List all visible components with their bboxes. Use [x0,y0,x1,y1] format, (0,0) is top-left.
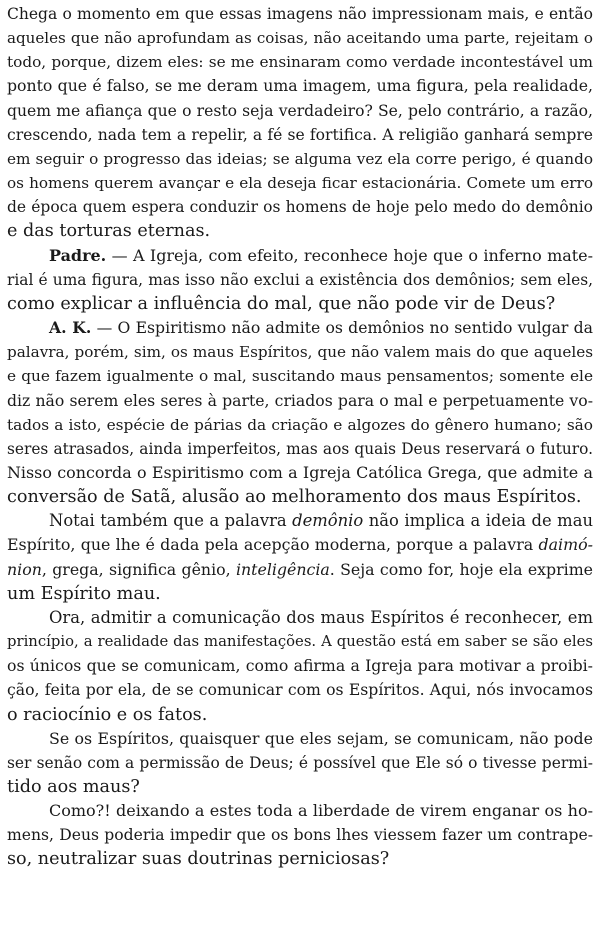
text-line [7,533,593,557]
text-line: Ora, admitir a comunicação dos maus Espíritos é reconhecer, em [49,607,593,627]
text-line: e das torturas eternas. [7,221,211,242]
paragraph-5 [7,606,593,727]
text-fragment: — O Espiritismo não admite os demônios no sentido vulgar da [96,318,594,338]
text-line: so, neutralizar suas doutrinas perniciosas? [7,849,390,870]
text-line: quem me afiança que o resto seja verdadeiro? Se, pelo contrário, a razão, [7,101,593,120]
text-line [7,558,593,582]
text-fragment: não implica a ideia de mau [363,511,593,531]
paragraph-padre [7,244,593,316]
text-fragment: . Seja como for, hoje ela exprime [329,559,593,579]
paragraph-demonio [7,509,593,606]
text-line: ção, feita por ela, de se comunicar com os Espíritos. Aqui, nós invocamos [7,680,593,700]
text-line: Se os Espíritos, quaisquer que eles sejam, se comunicam, não pode [49,728,593,748]
paragraph-7 [7,799,593,871]
text-fragment: — A Igreja, com efeito, reconhece hoje que o inferno mate- [111,245,593,265]
speaker-label-padre: Padre. [49,245,107,265]
text-line: um Espírito mau. [7,583,161,604]
text-line: todo, porque, dizem eles: se me ensinaram como verdade incontestável um [7,53,593,72]
text-line: e que fazem igualmente o mal, suscitando maus pensamentos; somente ele [7,367,593,386]
text-line: seres atrasados, ainda imperfeitos, mas aos quais Deus reservará o futuro. [7,439,593,458]
text-line: Nisso concorda o Espiritismo com a Igreja Católica Grega, que admite a [7,462,593,482]
text-line: de época quem espera conduzir os homens de hoje pelo medo do demônio [7,198,593,217]
text-line [7,244,593,268]
text-line: aqueles que não aprofundam as coisas, não aceitando uma parte, rejeitam o [7,29,593,48]
paragraph-1 [7,2,593,244]
text-line: tido aos maus? [7,777,140,797]
text-line [7,316,593,340]
text-line [7,509,593,533]
text-line: o raciocínio e os fatos. [7,704,208,725]
text-line: conversão de Satã, alusão ao melhoramento dos maus Espíritos. [7,487,582,508]
speaker-label-ak: A. K. [49,318,92,338]
text-fragment: Espírito, que lhe é dada pela acepção moderna, porque a palavra [7,535,539,555]
text-line: ser senão com a permissão de Deus; é possível que Ele só o tivesse permi- [7,753,593,772]
paragraph-ak [7,316,593,509]
text-line: palavra, porém, sim, os maus Espíritos, que não valem mais do que aqueles [7,343,593,362]
text-fragment: Notai também que a palavra [49,511,293,531]
text-fragment: , grega, significa gênio, [41,559,236,579]
emphasis-daimonion: daimó- [538,535,593,555]
text-line: ponto que é falso, se me deram uma imagem, uma figura, pela realidade, [7,76,593,96]
text-line: Como?! deixando a estes toda a liberdade de virem enganar os ho- [49,801,593,821]
text-line: diz não serem eles seres à parte, criados para o mal e perpetuamente vo- [7,390,593,410]
text-line: como explicar a influência do mal, que não pode vir de Deus? [7,293,556,314]
emphasis-demonio: demônio [292,511,364,531]
text-line: os únicos que se comunicam, como afirma a Igreja para motivar a proibi- [7,656,593,676]
text-line: mens, Deus poderia impedir que os bons lhes viessem fazer um contrape- [7,826,593,845]
text-line: os homens querem avançar e ela deseja ficar estacionária. Comete um erro [7,174,593,193]
text-line: em seguir o progresso das ideias; se alguma vez ela corre perigo, é quando [7,149,593,168]
text-line: princípio, a realidade das manifestações. A questão está em saber se são eles [7,633,593,651]
paragraph-6 [7,727,593,799]
emphasis-daimonion: nion [7,559,42,579]
text-line: tados a isto, espécie de párias da criação e algozes do gênero humano; são [7,415,593,434]
text-line: crescendo, nada tem a repelir, a fé se fortifica. A religião ganhará sempre [7,125,593,144]
text-line: rial é uma figura, mas isso não exclui a existência dos demônios; sem eles, [7,270,593,289]
text-line: Chega o momento em que essas imagens não impressionam mais, e então [7,5,593,23]
emphasis-inteligencia: inteligência [235,559,330,579]
